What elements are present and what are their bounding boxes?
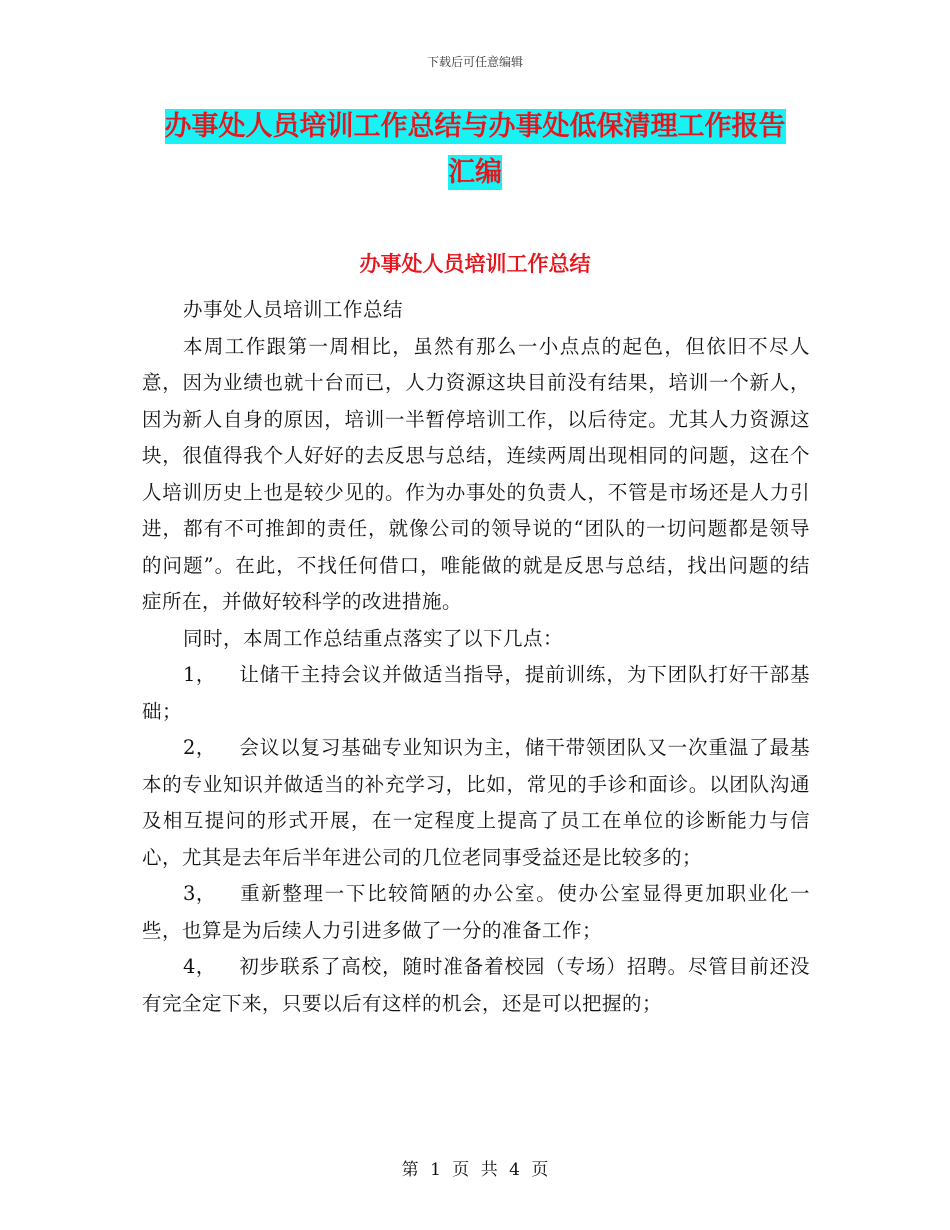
list-item-number: 2， <box>182 736 216 759</box>
list-item-text: 会议以复习基础专业知识为主，储干带领团队又一次重温了最基本的专业知识并做适当的补充学习，比如，常见的手诊和面诊。以团队沟通及相互提问的形式开展，在一定程度上提高了员工在单位的诊断能力与信心，尤其是去年后半年进公司的几位老同事受益还是比较多的； <box>142 736 810 869</box>
list-item-number: 1， <box>182 663 216 686</box>
page-footer: 第 1 页 共 4 页 <box>401 1160 549 1180</box>
title-line-1: 办事处人员培训工作总结与办事处低保清理工作报告 <box>164 111 786 142</box>
document-title <box>140 104 810 196</box>
list-item-number: 4， <box>182 955 216 978</box>
list-item-text: 重新整理一下比较简陋的办公室。使办公室显得更加职业化一些，也算是为后续人力引进多做了一分的准备工作； <box>142 882 810 942</box>
document-body <box>142 292 810 1022</box>
section-title: 办事处人员培训工作总结 <box>359 252 591 276</box>
list-item-text: 让储干主持会议并做适当指导，提前训练，为下团队打好干部基础； <box>142 663 810 723</box>
title-line-2: 汇编 <box>448 157 502 188</box>
paragraph-summary: 本周工作跟第一周相比，虽然有那么一小点点的起色，但依旧不尽人意，因为业绩也就十台而已，人力资源这块目前没有结果，培训一个新人，因为新人自身的原因，培训一半暂停培训工作，以后待定。尤其人力资源这块，很值得我个人好好的去反思与总结，连续两周出现相同的问题，这在个人培训历史上也是较少见的。作为办事处的负责人，不管是市场还是人力引进，都有不可推卸的责任，就像公司的领导说的“团队的一切问题都是领导的问题”。在此，不找任何借口，唯能做的就是反思与总结，找出问题的结症所在，并做好较科学的改进措施。 <box>142 334 810 613</box>
header-note: 下载后可任意编辑 <box>426 55 523 69</box>
list-item <box>142 730 810 876</box>
list-item-number: 3， <box>182 882 216 905</box>
list-item-text: 初步联系了高校，随时准备着校园（专场）招聘。尽管目前还没有完全定下来，只要以后有这样的机会，还是可以把握的； <box>142 955 810 1015</box>
paragraph-intro-list: 同时，本周工作总结重点落实了以下几点： <box>182 626 563 650</box>
list-item <box>142 657 810 730</box>
paragraph-subtitle: 办事处人员培训工作总结 <box>182 298 403 321</box>
list-item <box>142 876 810 949</box>
list-item <box>142 949 810 1022</box>
